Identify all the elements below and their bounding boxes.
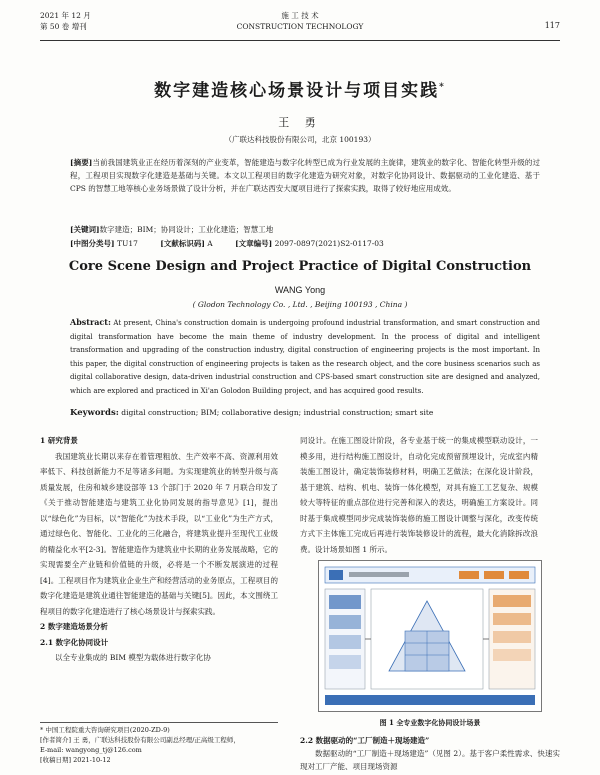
- paragraph-background: 我国建筑业长期以来存在着管理粗放、生产效率不高、资源利用效率低下、科技创新能力不足等诸多问题。为实现建筑业的转型升级与高质量发展，住房和城乡建设部等 13 个部门于 2020 年 7 月联合印发了《关于推动智能建造与建筑工业化协同发展的指导意见》[1]，提出以“绿色化”为目标，以“智能化”为技术手段，以“工业化”为生产方式，通过绿色化、智能化、工业化的三化融合，将建筑业提升至现代工业级的精益化水平[2-3]。智能建造作为建筑业中长期的业务发展战略，它的实现需要全产业链和价值链的升级，必将是一个不断发展演进的过程[4]。工程项目作为建筑业企业生产和经营活动的业务原点，工程项目的数字化建造是建筑业通往智能建造的基础与关键[5]。因此，本文围绕工程项目的数字化建造进行了核心场景设计与探索实践。: [40, 451, 278, 616]
- header-center: [40, 10, 560, 32]
- section-2-2: [300, 734, 560, 773]
- footnote-fund: * 中国工程院重大咨询研究项目(2020-ZD-9): [40, 726, 170, 734]
- footnote-email: E-mail: wangyong_tj@126.com: [40, 746, 142, 754]
- figure-1: [318, 560, 542, 712]
- footnotes: [40, 722, 278, 765]
- abstract-en-text: At present, China's construction domain is undergoing profound industrial transformation, and smart construction and digital transformation have become the main theme of industry development. In the process of digital and intelligent transformation and upgrading of the construction industry, digital construction of engineering projects is the most important. In this paper, the digital construction of engineering projects is taken as the research object, and the core business scenarios such as digital collaborative design, data-driven industrial construction and CPS-based smart construction site are designed and analyzed, which are explored and practiced in Xi'an Golodon Building project, and has acquired good results.: [70, 319, 540, 395]
- paragraph-2-1-cont: 同设计。在施工图设计阶段，各专业基于统一的集成模型联动设计，一模多用，进行结构施工图设计，自动化完成预留预埋设计，完成室内精装施工图设计，确定装饰装修材料，明确工艺做法；在深化设计阶段，基于建筑、结构、机电、装饰一体化模型，对具有施工工艺复杂、规模较大等特征的重点部位进行完善和深入的表达，明确施工方案设计。同时基于集成模型同步完成装饰装修的施工图设计调整与深化，改变传统方式下主体施工完成后再进行装饰装修设计的流程，最大化消除拆改浪费。设计场景如图 1 所示。: [300, 436, 538, 554]
- header-date: 2021 年 12 月: [40, 11, 91, 20]
- figure-left-box-3: [329, 635, 361, 649]
- figure-icon-block: [329, 570, 343, 580]
- abstract-cn-label: [摘要]: [70, 158, 93, 167]
- title-cn: [40, 76, 560, 101]
- figure-1-diagram: [319, 561, 541, 711]
- keywords-cn: [70, 224, 540, 235]
- left-column: [40, 433, 278, 666]
- figure-left-box-1: [329, 595, 361, 609]
- article-value: 2097-0897(2021)S2-0117-03: [274, 239, 384, 248]
- section-heading-2: 2 数字建造场景分析: [40, 622, 108, 631]
- header-volume: 第 50 卷 增刊: [40, 22, 87, 31]
- doc-value: A: [207, 239, 213, 248]
- paragraph-2-2: 数据驱动的“工厂制造＋现场建造”（见图 2）。基于客户柔性需求、快速实现对工厂产能、项目现场资源: [300, 749, 560, 771]
- figure-tag-c: [509, 571, 529, 579]
- section-heading-2-1: 2.1 数字化协同设计: [40, 637, 109, 647]
- affiliation-cn: （广联达科技股份有限公司，北京 100193）: [224, 135, 376, 144]
- section-heading-2-2: 2.2 数据驱动的“工厂制造＋现场建造”: [300, 736, 430, 745]
- figure-tag-a: [459, 571, 479, 579]
- clc-label: [中图分类号]: [70, 239, 115, 248]
- author-en: WANG Yong: [274, 285, 326, 295]
- author-cn: 王 勇: [278, 116, 322, 129]
- article-number: [235, 239, 394, 248]
- paragraph-2-1-start: 以全专业集成的 BIM 模型为载体进行数字化协: [55, 653, 211, 662]
- page-number: 117: [544, 21, 560, 30]
- figure-tag-b: [484, 571, 504, 579]
- keywords-cn-label: [关键词]: [70, 225, 100, 234]
- journal-name-cn: 施 工 技 术: [281, 11, 319, 20]
- clc-code: [70, 239, 148, 248]
- keywords-en-label: Keywords:: [70, 408, 119, 418]
- title-en: Core Scene Design and Project Practice of Digital Construction: [68, 259, 532, 274]
- doc-label: [文献标识码]: [160, 239, 205, 248]
- figure-right-box-4: [493, 649, 531, 661]
- figure-right-box-3: [493, 631, 531, 643]
- abstract-cn: [70, 156, 540, 195]
- figure-left-box-2: [329, 615, 361, 629]
- keywords-en-text: digital construction; BIM; collaborative design; industrial construction; smart site: [121, 408, 434, 417]
- section-heading-1: 1 研究背景: [40, 436, 78, 445]
- footnote-received: [收稿日期] 2021-10-12: [40, 756, 111, 764]
- title-cn-text: 数字建造核心场景设计与项目实践: [154, 81, 440, 101]
- abstract-en-label: Abstract:: [70, 317, 111, 327]
- abstract-cn-text: 当前我国建筑业正在经历着深刻的产业变革，智能建造与数字化转型已成为行业发展的主旋律，建筑业的数字化、智能化转型升级的过程，工程项目实现数字化建造是基础与关键。本文以工程项目的数字化建造为研究对象，对数字化协同设计、数据驱动的工业化建造、基于 CPS 的智慧工地等核心业务场景做了设计分析，并在广联达西安大厦项目进行了探索实践，取得了较好地应用成效。: [70, 158, 540, 193]
- figure-right-box-1: [493, 595, 531, 607]
- figure-label-bar: [349, 572, 409, 577]
- classification-line: [70, 238, 404, 249]
- page-header: [40, 10, 560, 41]
- figure-right-box-2: [493, 613, 531, 625]
- affiliation-en: ( Glodon Technology Co. , Ltd. , Beijing 100193 , China ): [192, 300, 408, 309]
- figure-bottom-band: [325, 695, 535, 705]
- figure-left-box-4: [329, 655, 361, 669]
- article-label: [文章编号]: [235, 239, 273, 248]
- keywords-en: [70, 408, 540, 418]
- right-column: [300, 433, 538, 557]
- keywords-cn-text: 数字建造；BIM；协同设计；工业化建造；智慧工地: [99, 225, 274, 234]
- journal-name-en: CONSTRUCTION TECHNOLOGY: [236, 22, 364, 31]
- clc-value: TU17: [117, 239, 138, 248]
- footnote-author: [作者简介] 王 勇，广联达科技股份有限公司副总经理/正高级工程师，: [40, 736, 240, 744]
- abstract-en: [70, 316, 540, 398]
- title-footnote-marker: *: [439, 82, 446, 93]
- doc-code: [160, 239, 222, 248]
- figure-1-caption: 图 1 全专业数字化协同设计场景: [379, 718, 481, 727]
